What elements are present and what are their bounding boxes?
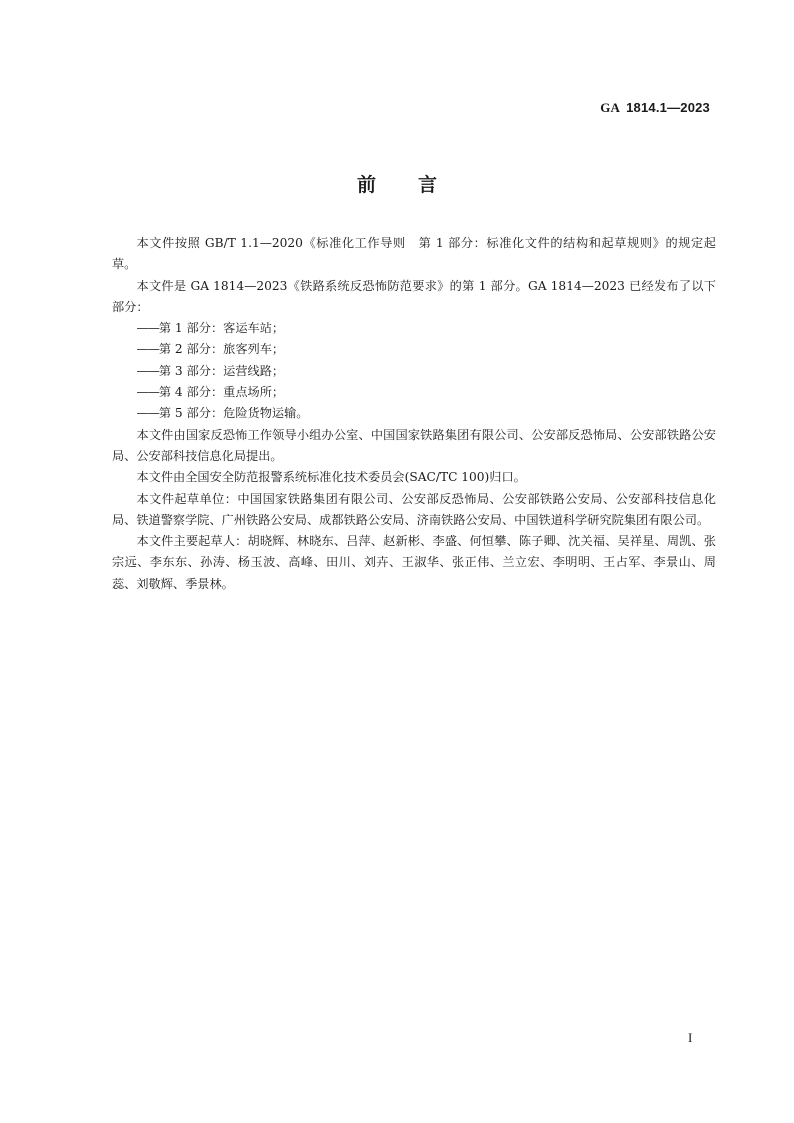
- title-char-2: 言: [418, 174, 438, 196]
- list-item: ——第 3 部分：运营线路；: [136, 363, 285, 378]
- document-code-number: 1814.1—2023: [626, 100, 710, 115]
- document-code-prefix: GA: [600, 100, 621, 115]
- paragraph-administrator: 本文件由全国安全防范报警系统标准化技术委员会(SAC/TC 100)归口。: [136, 470, 526, 485]
- list-item: ——第 5 部分：危险货物运输。: [136, 406, 309, 421]
- paragraph-part-relation: 本文件是 GA 1814—2023《铁路系统反恐怖防范要求》的第 1 部分。GA 1814—2023 已经发布了以下部分：: [112, 278, 716, 314]
- document-code: [600, 100, 710, 116]
- paragraph-proposer: 本文件由国家反恐怖工作领导小组办公室、中国国家铁路集团有限公司、公安部反恐怖局、公安部铁路公安局、公安部科技信息化局提出。: [112, 427, 716, 463]
- page-title: [0, 170, 794, 197]
- paragraph-drafting-basis: 本文件按照 GB/T 1.1—2020《标准化工作导则 第 1 部分：标准化文件的结构和起草规则》的规定起草。: [112, 236, 716, 272]
- paragraph-drafters: 本文件主要起草人：胡晓辉、林晓东、吕萍、赵新彬、李盛、何恒攀、陈子卿、沈关福、吴祥星、周凯、张宗远、李东东、孙涛、杨玉波、高峰、田川、刘卉、王淑华、张正伟、兰立宏、李明明、王占军、李景山、周蕊、刘敬辉、季景林。: [112, 534, 716, 591]
- page-number: I: [688, 1030, 693, 1045]
- list-item: ——第 4 部分：重点场所；: [136, 385, 285, 400]
- list-item: ——第 2 部分：旅客列车；: [136, 342, 285, 357]
- title-char-1: 前: [356, 174, 376, 196]
- foreword-body: [112, 233, 716, 595]
- paragraph-drafting-units: 本文件起草单位：中国国家铁路集团有限公司、公安部反恐怖局、公安部铁路公安局、公安部科技信息化局、铁道警察学院、广州铁路公安局、成都铁路公安局、济南铁路公安局、中国铁道科学研究院集团有限公司。: [112, 491, 716, 527]
- list-item: ——第 1 部分：客运车站；: [136, 321, 285, 336]
